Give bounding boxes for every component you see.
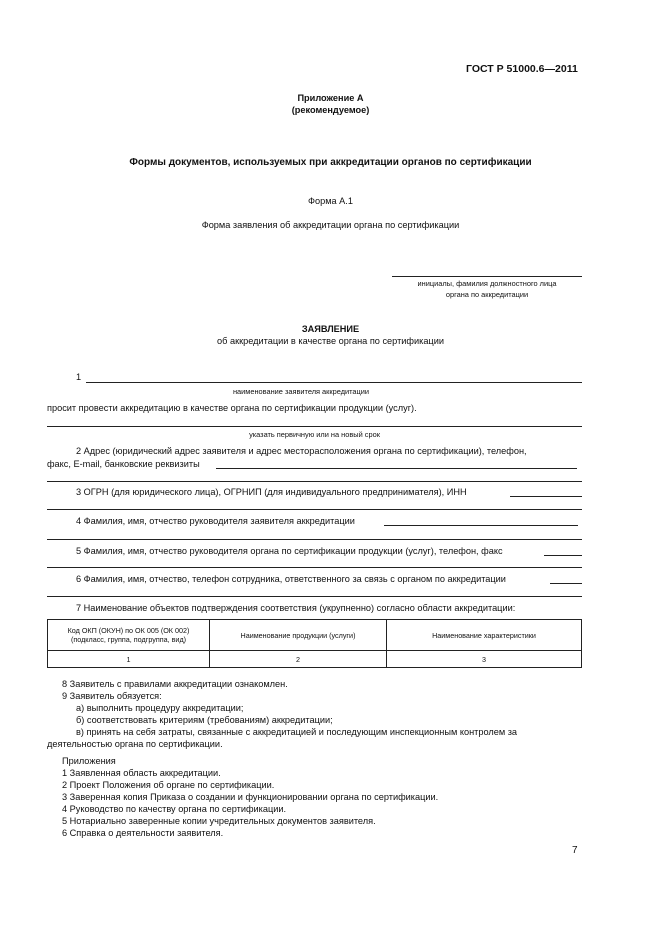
accreditation-term-field[interactable] (47, 426, 582, 427)
form-name: Форма заявления об аккредитации органа по сертификации (201, 220, 460, 230)
contact-field-2[interactable] (47, 596, 582, 597)
gost-header: ГОСТ Р 51000.6—2011 (466, 63, 578, 75)
attachment-item: 5 Нотариально заверенные копии учредительных документов заявителя. (62, 816, 376, 826)
item-4-text: 4 Фамилия, имя, отчество руководителя заявителя аккредитации (76, 516, 355, 526)
applicant-name-field[interactable] (86, 382, 582, 383)
signature-line[interactable] (392, 276, 582, 277)
item-7-text: 7 Наименование объектов подтверждения соответствия (укрупненно) согласно области аккредитации: (76, 603, 516, 613)
obligation-c: в) принять на себя затраты, связанные с аккредитацией и последующим инспекционным контролем за (76, 727, 518, 737)
table-header-characteristic: Наименование характеристики (387, 620, 582, 651)
appendix-kind: (рекомендуемое) (291, 105, 370, 115)
applicant-head-field[interactable] (384, 525, 578, 526)
attachment-item: 6 Справка о деятельности заявителя. (62, 828, 224, 838)
table-col-number: 2 (210, 651, 387, 668)
accreditation-term-caption: указать первичную или на новый срок (249, 430, 380, 439)
page-number: 7 (572, 845, 578, 856)
table-header-product: Наименование продукции (услуги) (210, 620, 387, 651)
ogrn-field-2[interactable] (47, 509, 582, 510)
ogrn-field[interactable] (510, 496, 582, 497)
form-number: Форма А.1 (308, 196, 353, 206)
statement-title: ЗАЯВЛЕНИЕ (301, 324, 360, 334)
item-3-text: 3 ОГРН (для юридического лица), ОГРНИП (для индивидуального предпринимателя), ИНН (76, 487, 467, 497)
attachment-item: 4 Руководство по качеству органа по сертификации. (62, 804, 287, 814)
signature-caption: инициалы, фамилия должностного лица (417, 279, 557, 288)
item-1-number: 1 (76, 372, 82, 382)
item-8-text: 8 Заявитель с правилами аккредитации ознакомлен. (62, 679, 288, 689)
applicant-head-field-2[interactable] (47, 539, 582, 540)
contact-field[interactable] (550, 583, 582, 584)
address-field[interactable] (216, 468, 577, 469)
body-head-field[interactable] (544, 555, 582, 556)
table-header-code: Код ОКП (ОКУН) по ОК 005 (ОК 002) (подкласс, группа, подгруппа, вид) (48, 620, 210, 651)
appendix-title: Приложение А (297, 93, 364, 103)
attachment-item: 3 Заверенная копия Приказа о создании и функционировании органа по сертификации. (62, 792, 439, 802)
obligation-c-cont: деятельностью органа по сертификации. (47, 739, 223, 749)
attachment-item: 2 Проект Положения об органе по сертификации. (62, 780, 275, 790)
item-5-text: 5 Фамилия, имя, отчество руководителя органа по сертификации продукции (услуг), телефон, факс (76, 546, 503, 556)
item-2-text: 2 Адрес (юридический адрес заявителя и адрес месторасположения органа по сертификации), телефон, (76, 446, 527, 456)
item-6-text: 6 Фамилия, имя, отчество, телефон сотрудника, ответственного за связь с органом по аккредитации (76, 574, 506, 584)
attachments-title: Приложения (62, 756, 116, 766)
body-head-field-2[interactable] (47, 567, 582, 568)
section-title: Формы документов, используемых при аккредитации органов по сертификации (129, 157, 532, 168)
statement-subtitle: об аккредитации в качестве органа по сертификации (217, 336, 444, 346)
applicant-name-caption: наименование заявителя аккредитации (232, 387, 370, 396)
table-col-number: 3 (387, 651, 582, 668)
item-2-text-cont: факс, E-mail, банковские реквизиты (47, 459, 200, 469)
obligation-a: а) выполнить процедуру аккредитации; (76, 703, 244, 713)
attachment-item: 1 Заявленная область аккредитации. (62, 768, 221, 778)
signature-caption-2: органа по аккредитации (445, 290, 529, 299)
address-field-2[interactable] (47, 481, 582, 482)
table-col-number: 1 (48, 651, 210, 668)
accreditation-scope-table (47, 619, 582, 668)
obligation-b: б) соответствовать критериям (требованиям) аккредитации; (76, 715, 333, 725)
item-9-text: 9 Заявитель обязуется: (62, 691, 162, 701)
request-text: просит провести аккредитацию в качестве органа по сертификации продукции (услуг). (47, 403, 417, 413)
